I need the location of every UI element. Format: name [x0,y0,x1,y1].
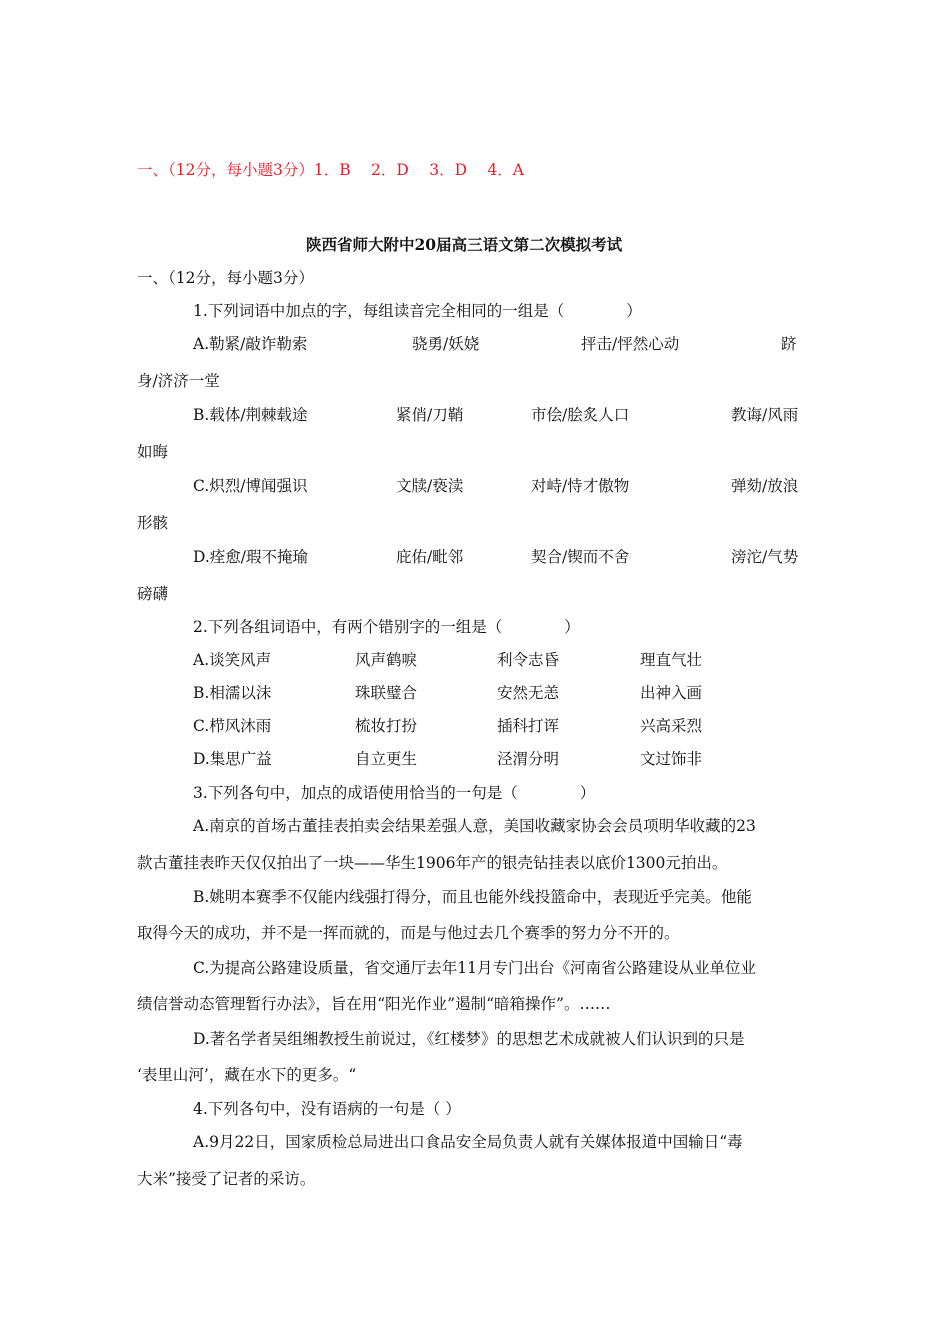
answer-key: 一、（12分，每小题3分）1．B 2．D 3．D 4．A [137,161,525,179]
section-heading: 一、（12分，每小题3分） [137,269,314,287]
q4-a-line1: A.9月22日，国家质检总局进出口食品安全局负责人就有关媒体报道中国输日“毒 [193,1133,743,1151]
q1-c-wrap: 形骸 [137,514,169,532]
q3-b-line2: 取得今天的成功，并不是一挥而就的，而是与他过去几个赛季的努力分不开的。 [137,924,680,942]
q1-a-wrap: 身/济济一堂 [137,372,220,390]
q1-d-col1: D.痊愈/瑕不掩瑜 [193,548,309,566]
q2-option-d [0,748,950,770]
q1-option-d [0,546,950,568]
q2-d-col1: D.集思广益 [193,750,272,768]
q2-b-col1: B.相濡以沫 [193,684,272,702]
q1-option-b [0,404,950,426]
q1-c-col2: 文牍/亵渎 [396,477,464,495]
q1-d-wrap: 磅礴 [137,585,169,603]
q1-c-col1: C.炽烈/博闻强识 [193,477,308,495]
q1-b-col3: 市侩/脍炙人口 [531,406,630,424]
q3-d-line2: ‘表里山河’，藏在水下的更多。“ [137,1066,357,1084]
q2-option-b [0,682,950,704]
q2-option-a [0,649,950,671]
q3-a-line2: 款古董挂表昨天仅仅拍出了一块——华生1906年产的银壳钻挂表以底价1300元拍出。 [137,854,728,872]
q4-stem: 4.下列各句中，没有语病的一句是（ ） [193,1100,461,1118]
q3-a-line1: A.南京的首场古董挂表拍卖会结果差强人意，美国收藏家协会会员项明华收藏的23 [193,817,756,835]
q2-c-col3: 插科打诨 [497,717,560,735]
q1-b-col1: B.载体/荆棘载途 [193,406,308,424]
q2-b-col3: 安然无恙 [497,684,560,702]
q3-d-line1: D.著名学者吴组缃教授生前说过，《红楼梦》的思想艺术成就被人们认识到的只是 [193,1030,745,1048]
q2-d-col4: 文过饰非 [640,750,703,768]
q2-d-col3: 泾渭分明 [497,750,560,768]
q1-stem: 1.下列词语中加点的字，每组读音完全相同的一组是（ ） [193,302,642,320]
q3-c-line1: C.为提高公路建设质量，省交通厅去年11月专门出台《河南省公路建设从业单位业 [193,959,756,977]
q2-b-col4: 出神入画 [640,684,703,702]
q2-d-col2: 自立更生 [355,750,418,768]
q1-option-c [0,475,950,497]
q2-b-col2: 珠联璧合 [355,684,418,702]
q1-b-col2: 紧俏/刀鞘 [396,406,464,424]
q2-c-col2: 梳妆打扮 [355,717,418,735]
q1-a-col1: A.勒紧/敲诈勒索 [193,335,308,353]
q1-a-col3: 抨击/怦然心动 [581,335,680,353]
q2-a-col1: A.谈笑风声 [193,651,272,669]
q2-a-col4: 理直气壮 [640,651,703,669]
q1-b-col4: 教诲/风雨 [731,406,799,424]
q1-d-col4: 滂沱/气势 [731,548,799,566]
q1-a-col2: 骁勇/妖娆 [412,335,480,353]
q2-a-col3: 利令志昏 [497,651,560,669]
q1-c-col4: 弹劾/放浪 [731,477,799,495]
q2-stem: 2.下列各组词语中，有两个错别字的一组是（ ） [193,618,580,636]
q3-c-line2: 绩信誉动态管理暂行办法》，旨在用“阳光作业”遏制“暗箱操作”。…… [137,995,611,1013]
page-title: 陕西省师大附中20届高三语文第二次模拟考试 [306,235,623,254]
q2-a-col2: 风声鹤唳 [355,651,418,669]
q1-d-col3: 契合/锲而不舍 [531,548,630,566]
q1-b-wrap: 如晦 [137,443,169,461]
q2-c-col1: C.栉风沐雨 [193,717,272,735]
q2-option-c [0,715,950,737]
q1-c-col3: 对峙/恃才傲物 [531,477,630,495]
q1-a-col4: 跻 [781,335,797,353]
q2-c-col4: 兴高采烈 [640,717,703,735]
q3-b-line1: B.姚明本赛季不仅能内线强打得分，而且也能外线投篮命中，表现近乎完美。他能 [193,888,752,906]
q3-stem: 3.下列各句中，加点的成语使用恰当的一句是（ ） [193,784,596,802]
q1-d-col2: 庇佑/毗邻 [396,548,464,566]
q4-a-line2: 大米”接受了记者的采访。 [137,1170,316,1188]
q1-option-a [0,333,950,355]
